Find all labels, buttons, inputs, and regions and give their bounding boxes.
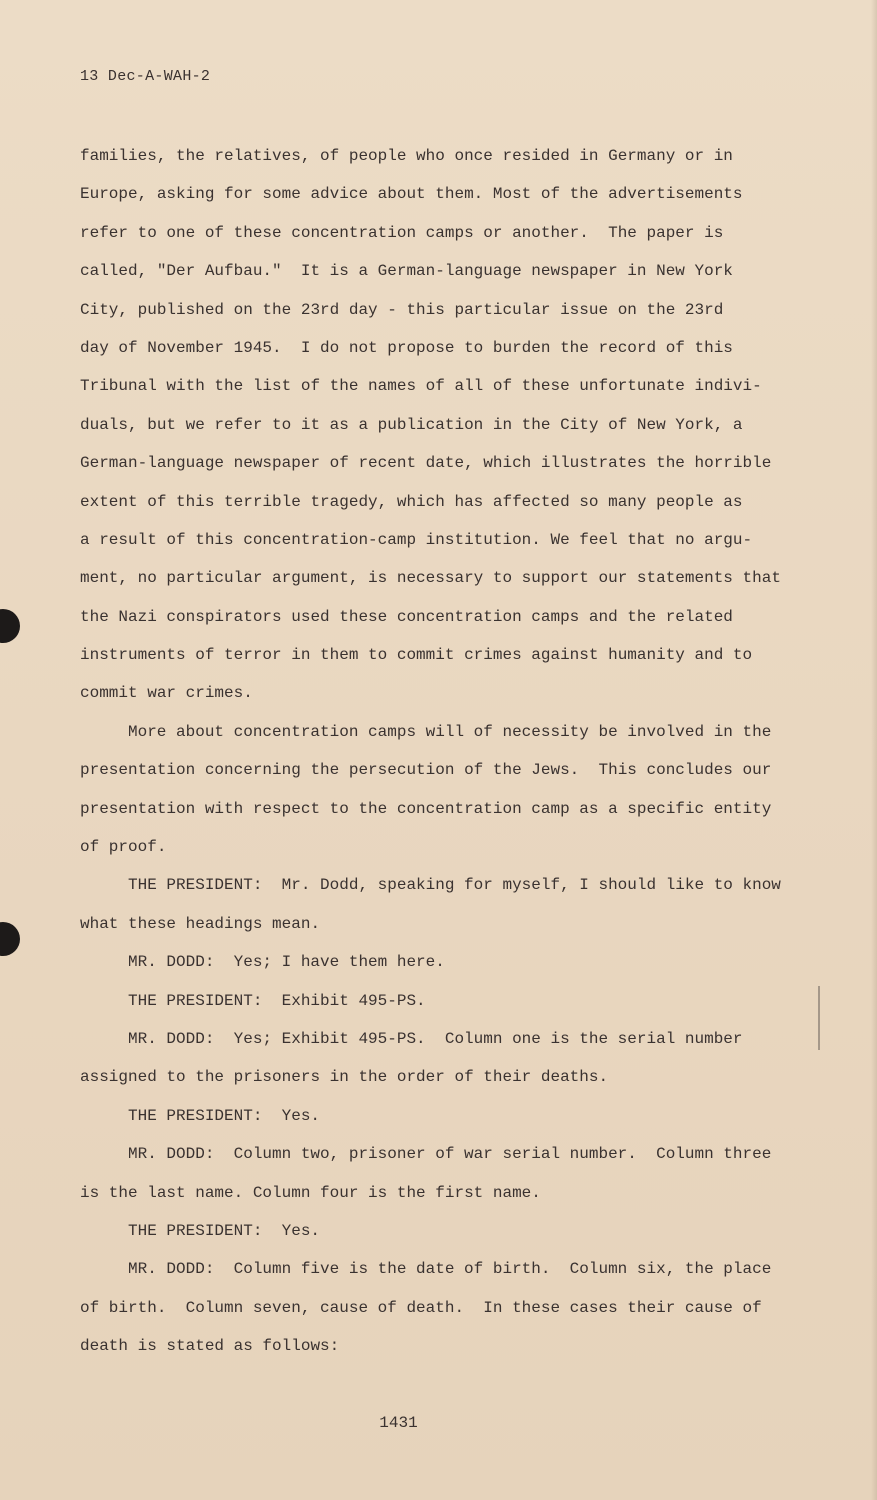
text-line: the Nazi conspirators used these concentration camps and the related: [80, 607, 733, 626]
page-edge-shadow: [871, 0, 877, 1500]
text-line: duals, but we refer to it as a publication in the City of New York, a: [80, 415, 743, 434]
punch-hole: [0, 609, 20, 643]
text-line: called, "Der Aufbau." It is a German-language newspaper in New York: [80, 262, 733, 281]
text-line: MR. DODD: Yes; Exhibit 495-PS. Column one is the serial number: [128, 1029, 743, 1048]
text-line: refer to one of these concentration camps or another. The paper is: [80, 223, 724, 242]
text-line: of proof.: [80, 838, 167, 857]
text-line: presentation with respect to the concentration camp as a specific entity: [80, 799, 772, 818]
text-line: assigned to the prisoners in the order of their deaths.: [80, 1068, 609, 1087]
page-number: 1431: [379, 1414, 418, 1432]
text-line: what these headings mean.: [80, 914, 321, 933]
text-line: MR. DODD: Column two, prisoner of war serial number. Column three: [128, 1145, 772, 1164]
text-line: day of November 1945. I do not propose to burden the record of this: [80, 338, 733, 357]
text-line: THE PRESIDENT: Exhibit 495-PS.: [128, 991, 426, 1010]
text-line: death is stated as follows:: [80, 1337, 340, 1356]
text-line: THE PRESIDENT: Yes.: [128, 1106, 321, 1125]
text-line: ment, no particular argument, is necessary to support our statements that: [80, 569, 781, 588]
text-line: More about concentration camps will of necessity be involved in the: [128, 722, 772, 741]
text-line: extent of this terrible tragedy, which has affected so many people as: [80, 492, 743, 511]
text-line: Europe, asking for some advice about them. Most of the advertisements: [80, 185, 743, 204]
text-line: MR. DODD: Column five is the date of birth. Column six, the place: [128, 1260, 772, 1279]
text-line: THE PRESIDENT: Mr. Dodd, speaking for myself, I should like to know: [128, 876, 781, 895]
punch-hole: [0, 922, 20, 956]
text-line: is the last name. Column four is the first name.: [80, 1183, 541, 1202]
document-reference: 13 Dec-A-WAH-2: [80, 68, 211, 85]
text-line: Tribunal with the list of the names of all of these unfortunate indivi-: [80, 377, 762, 396]
text-line: instruments of terror in them to commit crimes against humanity and to: [80, 646, 753, 665]
text-line: MR. DODD: Yes; I have them here.: [128, 953, 445, 972]
text-line: commit war crimes.: [80, 684, 253, 703]
text-line: of birth. Column seven, cause of death. In these cases their cause of: [80, 1298, 762, 1317]
text-line: City, published on the 23rd day - this particular issue on the 23rd: [80, 300, 724, 319]
text-line: THE PRESIDENT: Yes.: [128, 1221, 321, 1240]
text-line: German-language newspaper of recent date, which illustrates the horrible: [80, 454, 772, 473]
text-line: families, the relatives, of people who once resided in Germany or in: [80, 147, 733, 165]
text-line: a result of this concentration-camp institution. We feel that no argu-: [80, 530, 753, 549]
transcript-body: [80, 141, 800, 1370]
margin-pencil-mark: [818, 986, 820, 1050]
text-line: presentation concerning the persecution of the Jews. This concludes our: [80, 761, 772, 780]
